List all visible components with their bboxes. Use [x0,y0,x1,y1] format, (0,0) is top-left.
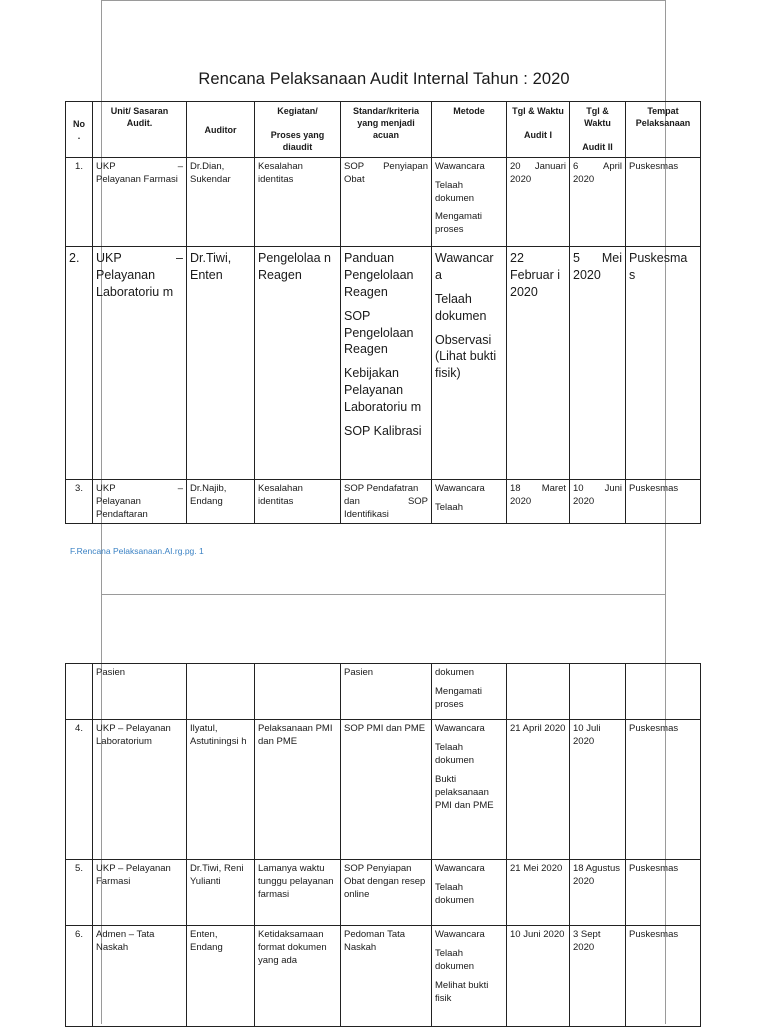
cell-tgl-audit-1: 18 Maret 2020 [507,480,570,524]
cell-tempat: Puskesmas [626,720,701,860]
cell-no: 3. [66,480,93,524]
header-metode: Metode [432,102,507,158]
header-unit: Unit/ Sasaran Audit. [93,102,187,158]
cell-metode: Wawancara Telaah dokumen Bukti pelaksanaan PMI dan PME [432,720,507,860]
cell-no: 1. [66,158,93,247]
cell-kegiatan: Kesalahan identitas [255,158,341,247]
cell-metode: Wawancara Telaah dokumen Melihat bukti fisik [432,926,507,1027]
cell-standar: Pasien [341,664,432,720]
cell-auditor: Dr.Najib, Endang [187,480,255,524]
cell-unit: UKP – Pelayanan Pendaftaran [93,480,187,524]
cell-tempat: Puskesmas [626,926,701,1027]
cell-no: 2. [66,247,93,480]
cell-standar: SOP Penyiapan Obat [341,158,432,247]
cell-tempat: Puskesma s [626,247,701,480]
cell-tgl-audit-1: 22 Februar i 2020 [507,247,570,480]
cell-unit: Pasien [93,664,187,720]
table-row [66,480,701,524]
cell-auditor: Enten, Endang [187,926,255,1027]
header-tgl-audit-1: Tgl & Waktu Audit I [507,102,570,158]
table-header-row [66,102,701,158]
cell-kegiatan: Ketidaksamaan format dokumen yang ada [255,926,341,1027]
cell-metode: Wawancara Telaah [432,480,507,524]
cell-kegiatan: Lamanya waktu tunggu pelayanan farmasi [255,860,341,926]
table-row [66,860,701,926]
cell-unit: UKP – Pelayanan Laboratorium [93,720,187,860]
table-row [66,158,701,247]
cell-metode: Wawancar a Telaah dokumen Observasi (Lihat bukti fisik) [432,247,507,480]
header-auditor: Auditor [187,102,255,158]
header-tgl-audit-2: Tgl & Waktu Audit II [570,102,626,158]
cell-tgl-audit-1: 10 Juni 2020 [507,926,570,1027]
cell-tgl-audit-2: 6 April 2020 [570,158,626,247]
cell-tempat [626,664,701,720]
cell-standar: SOP Pendafatran dan SOP Identifikasi [341,480,432,524]
cell-tgl-audit-1: 21 Mei 2020 [507,860,570,926]
table-row [66,247,701,480]
table-row [66,926,701,1027]
cell-tgl-audit-2: 3 Sept 2020 [570,926,626,1027]
cell-auditor: Dr.Tiwi, Reni Yulianti [187,860,255,926]
cell-standar: SOP Penyiapan Obat dengan resep online [341,860,432,926]
cell-tgl-audit-2: 10 Juni 2020 [570,480,626,524]
cell-metode: dokumen Mengamati proses [432,664,507,720]
cell-tempat: Puskesmas [626,480,701,524]
cell-kegiatan: Pengelolaa n Reagen [255,247,341,480]
cell-kegiatan: Pelaksanaan PMI dan PME [255,720,341,860]
cell-no: 6. [66,926,93,1027]
cell-standar: Panduan Pengelolaan Reagen SOP Pengelolaan Reagen Kebijakan Pelayanan Laboratoriu m SOP Kalibrasi [341,247,432,480]
cell-tgl-audit-2 [570,664,626,720]
header-tempat: Tempat Pelaksanaan [626,102,701,158]
page-title: Rencana Pelaksanaan Audit Internal Tahun : 2020 [198,70,570,88]
cell-unit: UKP – Pelayanan Farmasi [93,158,187,247]
cell-auditor: Ilyatul, Astutiningsi h [187,720,255,860]
cell-auditor: Dr.Tiwi, Enten [187,247,255,480]
cell-standar: Pedoman Tata Naskah [341,926,432,1027]
cell-tgl-audit-1: 20 Januari 2020 [507,158,570,247]
cell-kegiatan [255,664,341,720]
cell-metode: Wawancara Telaah dokumen Mengamati proses [432,158,507,247]
cell-tempat: Puskesmas [626,860,701,926]
page-footer: F.Rencana Pelaksanaan.AI.rg.pg. 1 [70,546,204,556]
cell-unit: Admen – Tata Naskah [93,926,187,1027]
cell-tgl-audit-1: 21 April 2020 [507,720,570,860]
header-standar: Standar/kriteria yang menjadi acuan [341,102,432,158]
cell-auditor [187,664,255,720]
table-row [66,720,701,860]
audit-plan-table-continued [65,663,701,1027]
cell-standar: SOP PMI dan PME [341,720,432,860]
cell-tempat: Puskesmas [626,158,701,247]
cell-unit: UKP – Pelayanan Laboratoriu m [93,247,187,480]
cell-no: 4. [66,720,93,860]
cell-tgl-audit-1 [507,664,570,720]
cell-metode: Wawancara Telaah dokumen [432,860,507,926]
cell-tgl-audit-2: 10 Juli 2020 [570,720,626,860]
cell-kegiatan: Kesalahan identitas [255,480,341,524]
cell-auditor: Dr.Dian, Sukendar [187,158,255,247]
cell-no [66,664,93,720]
cell-no: 5. [66,860,93,926]
header-kegiatan: Kegiatan/ Proses yang diaudit [255,102,341,158]
page-1-top-edge [101,0,666,1]
cell-tgl-audit-2: 5 Mei 2020 [570,247,626,480]
cell-tgl-audit-2: 18 Agustus 2020 [570,860,626,926]
cell-unit: UKP – Pelayanan Farmasi [93,860,187,926]
header-no: No . [66,102,93,158]
audit-plan-table [65,101,701,524]
table-row [66,664,701,720]
